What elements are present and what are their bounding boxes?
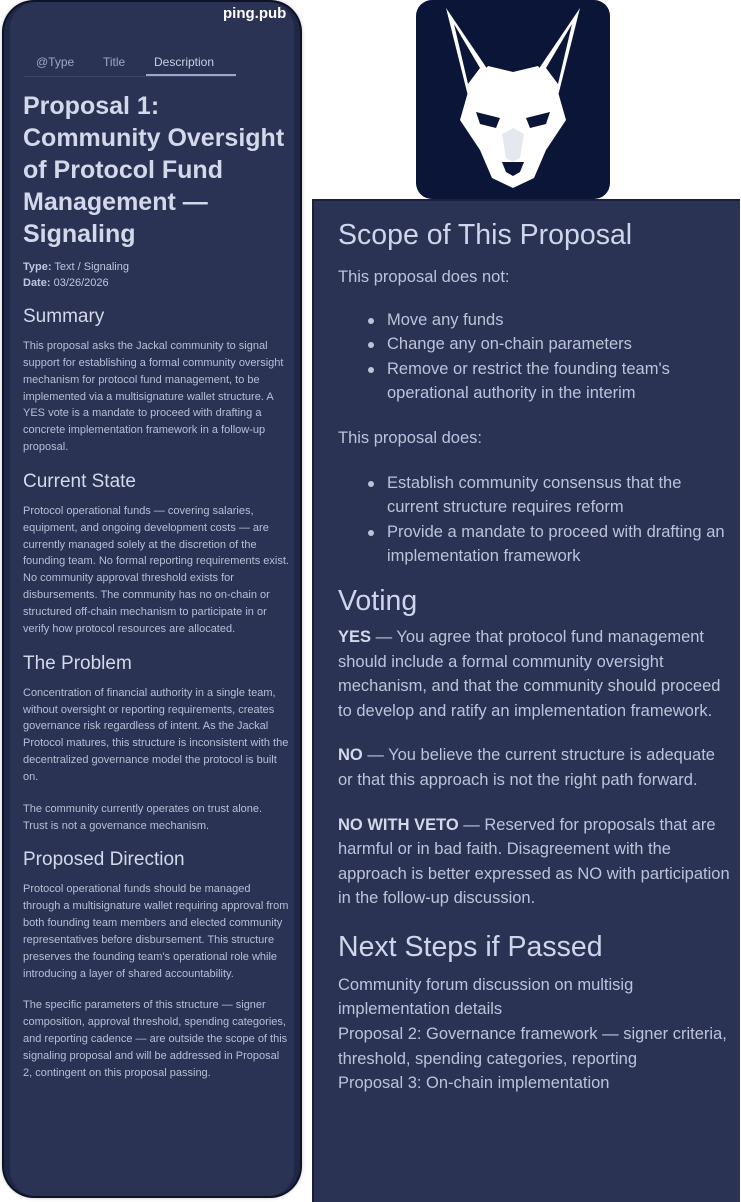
next-step-item: Community forum discussion on multisig implementation details <box>338 975 634 1019</box>
section-paragraph: This proposal asks the Jackal community to signal support for establishing a formal community oversight mechanism for protocol fund management, to be implemented via a multisignature wallet structure. A YES vote is a mandate to proceed with drafting a concrete implementation framework in a follow-up proposal. <box>23 340 284 454</box>
active-tab-indicator <box>146 74 236 76</box>
type-label: Type: <box>23 261 52 273</box>
next-step-item: Proposal 2: Governance framework — signer criteria, threshold, spending categories, reporting <box>338 1025 727 1068</box>
scope-heading: Scope of This Proposal <box>338 219 633 251</box>
section-paragraph: The community currently operates on trust alone. Trust is not a governance mechanism. <box>23 802 263 832</box>
type-value: Text / Signaling <box>54 261 129 273</box>
proposal-description <box>23 90 289 1082</box>
section-paragraph: Protocol operational funds should be managed through a multisignature wallet requiring approval from both founding team members and elected community representatives before disbursement. This structure preserves the founding team's operational role while introducing a layer of shared accountability. <box>23 883 289 980</box>
does-not-list <box>338 308 733 406</box>
voting-heading: Voting <box>338 584 418 617</box>
panel-content <box>338 217 733 1096</box>
date-label: Date: <box>23 277 51 289</box>
section-heading-current-state: Current State <box>23 470 136 492</box>
vote-text: — Reserved for proposals that are harmful or in bad faith. Disagreement with the approach is better expressed as NO with participation in the follow-up discussion. <box>338 815 730 908</box>
proposal-meta <box>23 259 289 291</box>
proposal-title: Proposal 1: Community Oversight of Protocol Fund Management — Signaling <box>23 92 285 248</box>
section-paragraph: Protocol operational funds — covering salaries, equipment, and ongoing development costs — are currently managed solely at the discretion of the founding team. No formal reporting requirements exist. No community approval threshold exists for disbursements. The community has no on-chain or structured off-chain mechanism to participate in or verify how protocol resources are allocated. <box>23 504 289 635</box>
list-item: Move any funds <box>364 308 733 333</box>
list-item: Change any on-chain parameters <box>364 332 733 357</box>
date-value: 03/26/2026 <box>53 277 109 289</box>
section-heading-problem: The Problem <box>23 652 132 674</box>
tab-title[interactable]: Title <box>103 55 126 69</box>
proposal-view <box>10 2 294 1196</box>
phone-screenshot <box>4 2 300 1196</box>
list-item: Establish community consensus that the current structure requires reform <box>364 471 733 520</box>
does-intro: This proposal does: <box>338 428 482 447</box>
does-not-intro: This proposal does not: <box>338 268 510 286</box>
vote-label: NO <box>338 746 363 765</box>
section-paragraph: Concentration of financial authority in a single team, without oversight or reporting requirements, creates governance risk regardless of intent. As the Jackal Protocol matures, this structure is inconsistent with the decentralized governance model the protocol is built on. <box>23 686 289 783</box>
section-heading-proposed-direction: Proposed Direction <box>23 849 185 871</box>
vote-option-yes <box>338 625 733 723</box>
vote-option-no-with-veto <box>338 813 733 911</box>
proposal-zoomed-panel <box>312 199 740 1202</box>
list-item: Provide a mandate to proceed with drafting an implementation framework <box>364 520 733 569</box>
next-step-item: Proposal 3: On-chain implementation <box>338 1074 610 1093</box>
browser-url[interactable]: ping.pub <box>223 5 287 22</box>
tab-description[interactable]: Description <box>154 55 215 69</box>
jackal-logo <box>416 0 610 199</box>
tab-type[interactable]: @Type <box>36 55 75 69</box>
vote-text: — You agree that protocol fund management should include a formal community oversight mechanism, and that the community should proceed to develop and ratify an implementation framework. <box>338 627 721 720</box>
tab-bar <box>24 51 236 77</box>
section-heading-summary: Summary <box>23 306 105 327</box>
vote-label: YES <box>338 627 372 646</box>
section-paragraph: The specific parameters of this structure — signer composition, approval threshold, spending categories, and reporting cadence — are outside the scope of this signaling proposal and will be addressed in Proposal 2, contingent on this proposal passing. <box>23 999 288 1079</box>
does-list <box>338 471 733 569</box>
vote-text: — You believe the current structure is adequate or that this approach is not the right path forward. <box>338 746 715 789</box>
jackal-head-icon <box>416 0 610 199</box>
vote-label: NO WITH VETO <box>338 815 459 834</box>
vote-option-no <box>338 743 733 792</box>
list-item: Remove or restrict the founding team's operational authority in the interim <box>364 357 733 406</box>
next-steps-heading: Next Steps if Passed <box>338 930 603 963</box>
